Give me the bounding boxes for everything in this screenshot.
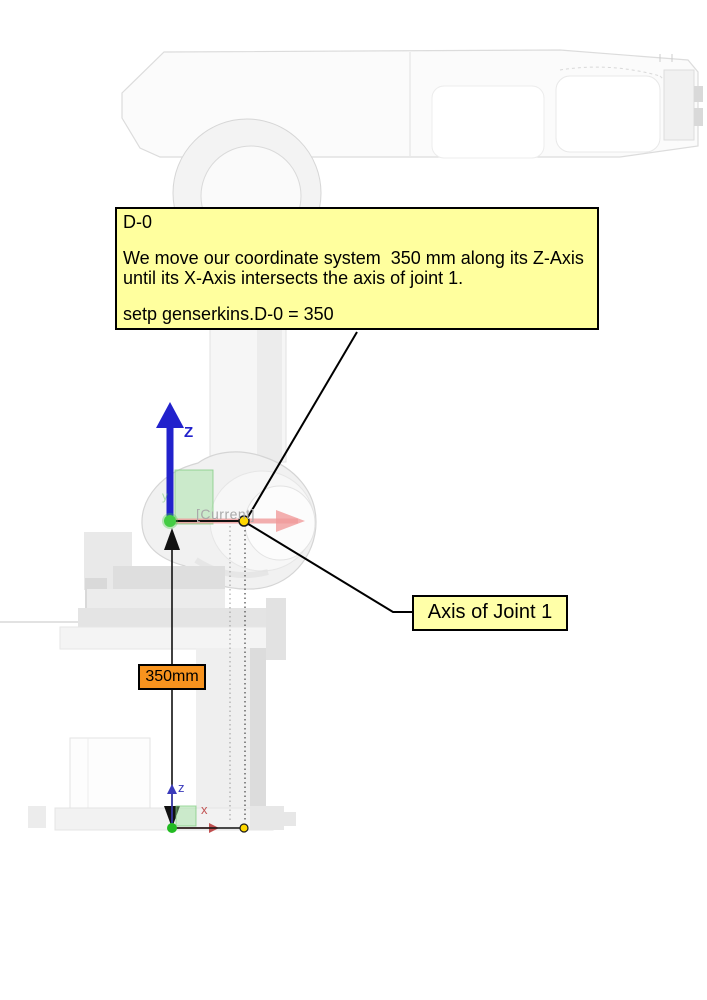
callout-body-line2: until its X-Axis intersects the axis of joint 1. (123, 268, 464, 288)
robot-rendering (0, 50, 703, 830)
dimension-350mm-label: 350mm (138, 664, 206, 690)
base-z-axis-arrowhead (167, 784, 177, 794)
base-x-axis-label: x (201, 802, 208, 817)
callout-body-line1: We move our coordinate system 350 mm along its Z-Axis (123, 248, 584, 268)
base-joint1-axis-point (240, 824, 248, 832)
callout-d0 (115, 207, 599, 330)
z-axis-label: Z (184, 424, 194, 441)
base-frame-plane-marker (176, 806, 196, 826)
current-frame-label: [Current] (196, 506, 255, 522)
base-z-axis-label: z (178, 780, 185, 795)
base-origin-point (167, 823, 177, 833)
axis-of-joint1-label: Axis of Joint 1 (412, 595, 568, 631)
callout-title: D-0 (123, 212, 153, 232)
origin-point (164, 515, 176, 527)
y-axis-label: y (162, 489, 168, 503)
callout-command: setp genserkins.D-0 = 350 (123, 304, 334, 324)
z-axis-arrowhead (156, 402, 184, 428)
